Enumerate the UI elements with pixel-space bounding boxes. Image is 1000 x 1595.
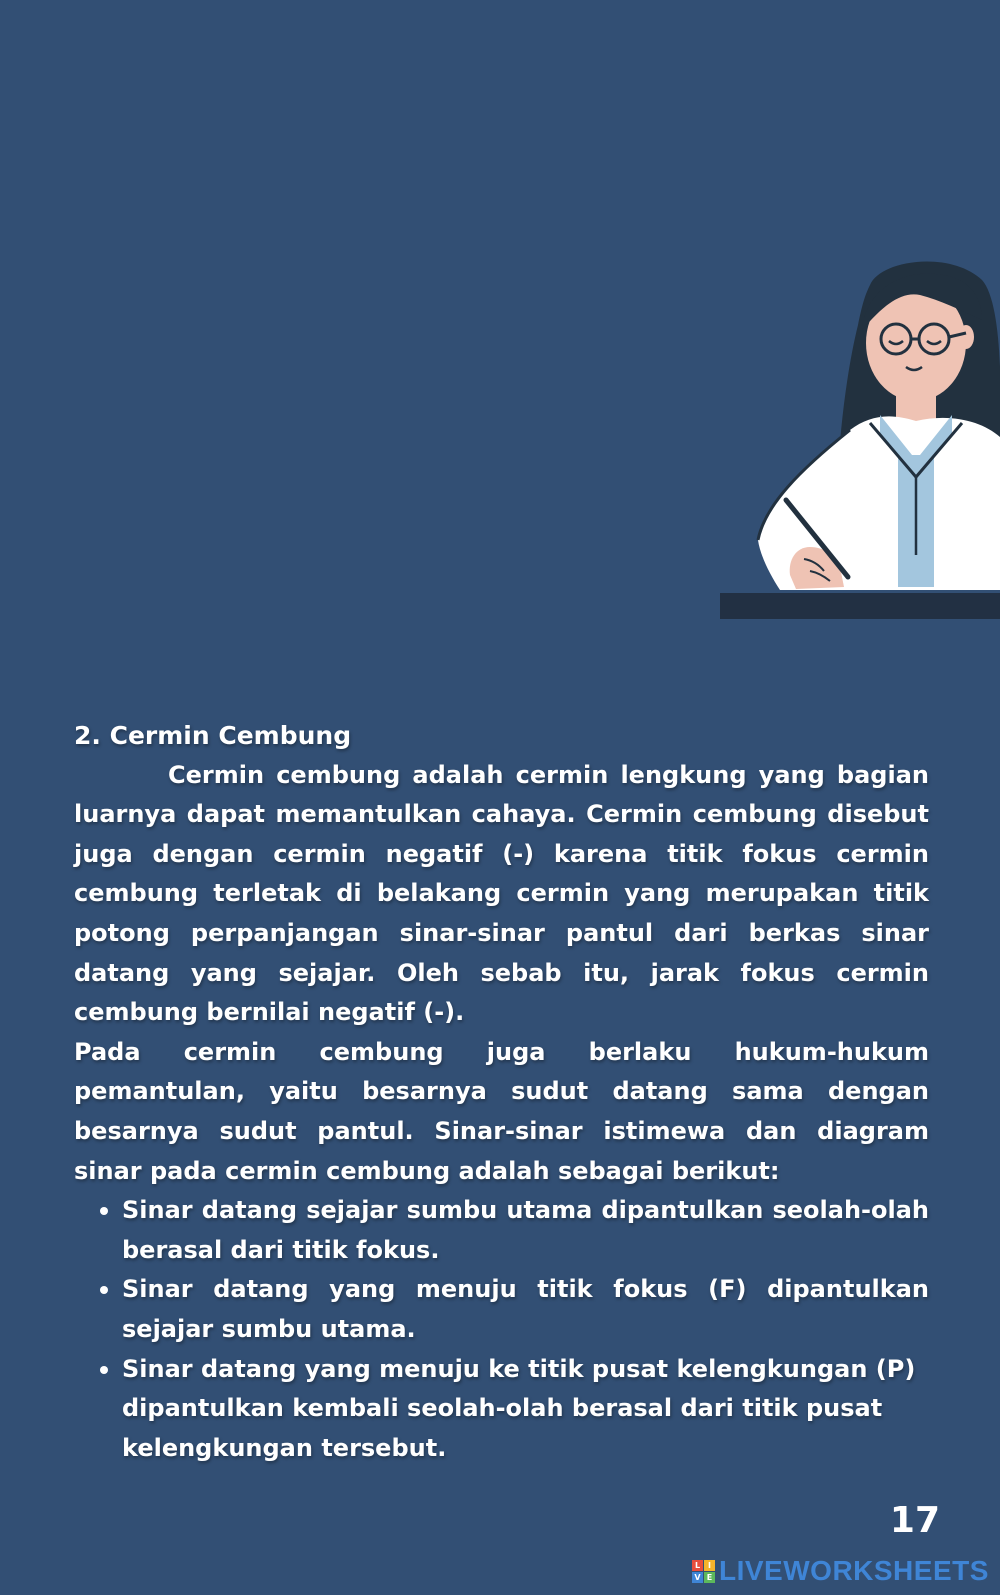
- list-item: Sinar datang sejajar sumbu utama dipantulkan seolah-olah berasal dari titik fokus.: [122, 1191, 929, 1270]
- list-item: Sinar datang yang menuju ke titik pusat kelengkungan (P) dipantulkan kembali seolah-olah berasal dari titik pusat kelengkungan tersebut.: [122, 1350, 929, 1469]
- logo-letter: V: [692, 1572, 703, 1583]
- teacher-writing-illustration: [720, 255, 1000, 635]
- logo-letter: I: [704, 1560, 715, 1571]
- paragraph-definition: Cermin cembung adalah cermin lengkung yang bagian luarnya dapat memantulkan cahaya. Cermin cembung disebut juga dengan cermin negatif (-) karena titik fokus cermin cembung terletak di belakang cermin yang merupakan titik potong perpanjangan sinar-sinar pantul dari berkas sinar datang yang sejajar. Oleh sebab itu, jarak fokus cermin cembung bernilai negatif (-).: [74, 760, 929, 1027]
- article-content: [74, 716, 929, 1468]
- logo-letter: E: [704, 1572, 715, 1583]
- brand-name: LIVEWORKSHEETS: [719, 1555, 989, 1586]
- desk: [720, 593, 1000, 619]
- paragraph-laws: Pada cermin cembung juga berlaku hukum-hukum pemantulan, yaitu besarnya sudut datang sama dengan besarnya sudut pantul. Sinar-sinar istimewa dan diagram sinar pada cermin cembung adalah sebagai berikut:: [74, 1037, 929, 1185]
- special-rays-list: [74, 1191, 929, 1468]
- list-item: Sinar datang yang menuju titik fokus (F) dipantulkan sejajar sumbu utama.: [122, 1270, 929, 1349]
- section-heading: 2. Cermin Cembung: [74, 721, 352, 750]
- liveworksheets-brand[interactable]: [692, 1553, 989, 1589]
- liveworksheets-logo-icon: [692, 1560, 715, 1583]
- logo-letter: L: [692, 1560, 703, 1571]
- page-number: 17: [889, 1500, 940, 1541]
